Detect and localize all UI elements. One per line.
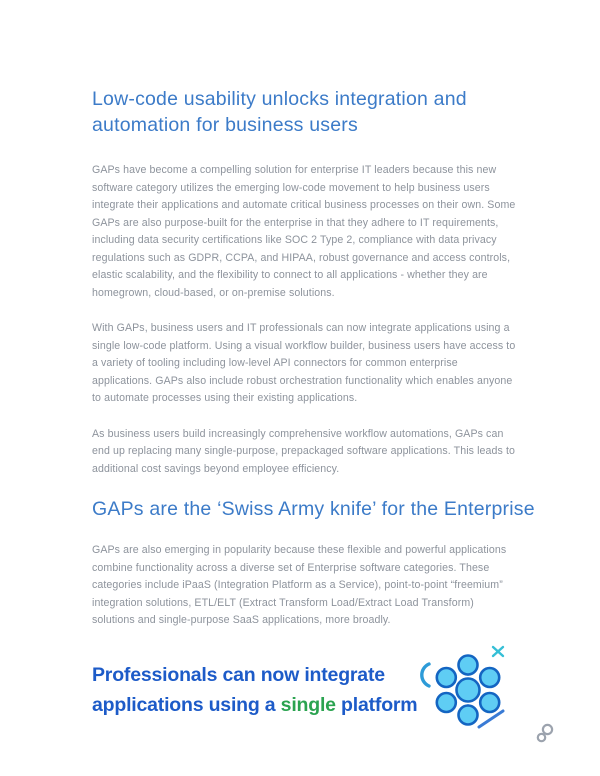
pull-quote-line2-after: platform [335,693,418,716]
article-column [92,86,535,720]
brand-logo-icon [535,722,555,744]
pull-quote [92,660,452,720]
pull-quote-line2-before: applications using a [92,693,281,716]
slash-icon [479,711,503,727]
spark-icon [493,647,503,656]
pull-quote-line1: Professionals can now integrate [92,663,385,686]
pull-quote-highlight-single: single [280,693,336,716]
paragraph-cost-savings: As business users build increasingly comprehensive workflow automations, GAPs can end up replacing many single-purpose, prepackaged software applications. This leads to additional cost savings beyond employee efficiency. [92,427,515,475]
echo-arc-icon [422,664,429,686]
pull-quote-line2 [92,690,452,720]
molecule-nodes [437,655,499,724]
section-heading-low-code: Low-code usability unlocks integration and automation for business users [92,88,467,136]
paragraph-single-platform: With GAPs, business users and IT professionals can now integrate applications using a single low-code platform. Using a visual workflow builder, business users have access to a variety of tooling including low-level API connectors for common enterprise applications. GAPs also include robust orchestration functionality which enables anyone to automate processes using their existing applications. [92,322,516,404]
paragraph-gaps-solution: GAPs have become a compelling solution for enterprise IT leaders because this new software category utilizes the emerging low-code movement to help business users integrate their applications and automate critical business processes on their own. Some GAPs are also purpose-built for the enterprise in that they adhere to IT requirements, including data security certifications like SOC 2 Type 2, compliance with data privacy regulations such as GDPR, CCPA, and HIPAA, robust governance and access controls, elastic scalability, and the flexibility to connect to all applications - whether they are homegrown, cloud-based, or on-premise solutions. [92,164,516,299]
molecule-network-icon [413,642,600,742]
paragraph-categories: GAPs are also emerging in popularity because these flexible and powerful applications combine functionality across a diverse set of Enterprise software categories. These categories include iPaaS (Integration Platform as a Service), point-to-point “freemium” integration solutions, ETL/ELT (Extract Transform Load/Extract Load Transform) solutions and single-purpose SaaS applications, more broadly. [92,544,507,626]
section-heading-swiss-army: GAPs are the ‘Swiss Army knife’ for the Enterprise [92,498,535,520]
